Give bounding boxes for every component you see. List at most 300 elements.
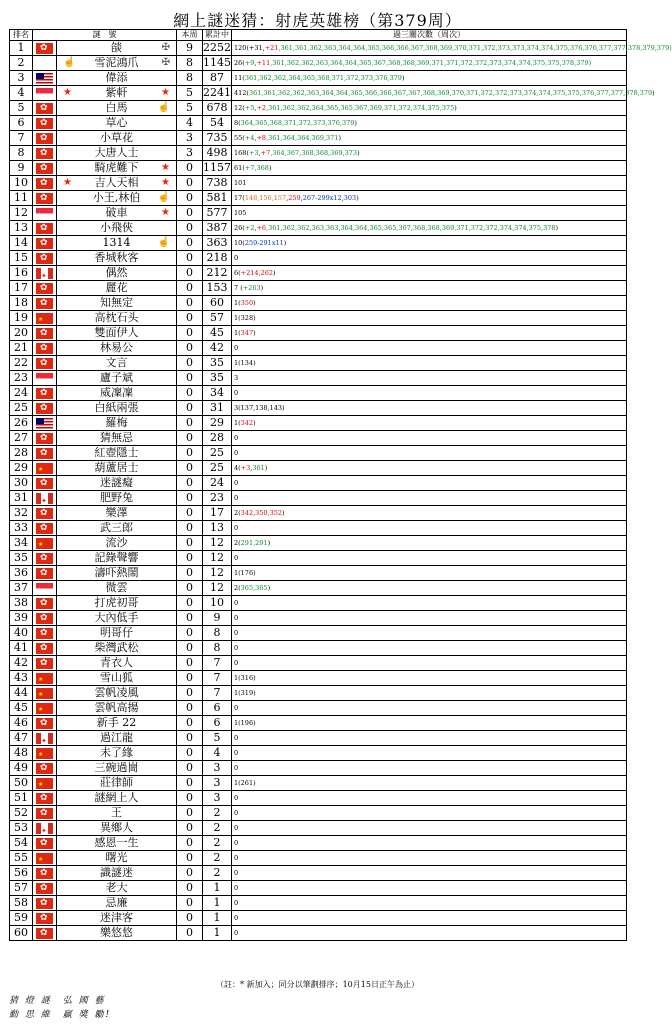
history-segment: 11( <box>234 74 245 82</box>
week-score-cell: 0 <box>177 296 203 311</box>
table-row <box>10 461 627 476</box>
total-score-cell: 1145 <box>203 56 231 69</box>
rank-cell: 60 <box>10 926 33 941</box>
history-segment: 0 <box>234 434 239 442</box>
name-cell <box>57 626 177 641</box>
total-score-cell: 31 <box>203 401 232 416</box>
week-score-cell: 3 <box>177 146 203 161</box>
name-cell <box>57 161 177 176</box>
rank-cell: 57 <box>10 881 33 896</box>
flag-icon-hk <box>36 628 53 639</box>
history-segment: 0 <box>234 854 239 862</box>
header-rank: 排名 <box>10 30 33 41</box>
flag-cell <box>33 86 57 101</box>
table-row <box>10 521 627 536</box>
flag-icon-hk <box>36 598 53 609</box>
history-cell <box>232 656 627 671</box>
rank-cell: 47 <box>10 731 33 746</box>
player-name: 迷津客 <box>100 911 133 924</box>
player-name: 記錄聲響 <box>94 551 139 564</box>
week-score-cell: 0 <box>177 596 203 611</box>
week-score-cell: 0 <box>177 776 203 791</box>
history-segment: ,361,362,362,364,365,365,367,369,371,372,374,375,375 <box>266 104 455 112</box>
table-row <box>10 641 627 656</box>
history-segment: 0 <box>234 884 239 892</box>
player-name: 感恩一生 <box>94 836 139 849</box>
history-segment: +7 <box>260 149 271 157</box>
hand-icon: ☝ <box>157 192 170 203</box>
table-row <box>10 191 627 206</box>
flag-cell <box>33 506 57 521</box>
rank-cell: 48 <box>10 746 33 761</box>
star-icon: ★ <box>63 87 72 98</box>
flag-icon-hk <box>36 448 53 459</box>
flag-cell <box>33 476 57 491</box>
flag-icon-hk <box>36 838 53 849</box>
history-segment: 0 <box>234 644 239 652</box>
total-score-cell: 1157 <box>203 161 231 174</box>
history-segment: ) <box>260 284 264 292</box>
flag-cell <box>33 446 57 461</box>
flag-cell <box>33 71 57 86</box>
hand-icon: ☝ <box>63 57 76 68</box>
name-cell <box>57 536 177 551</box>
history-segment: 12( <box>234 104 245 112</box>
flag-cell <box>33 401 57 416</box>
rank-cell: 4 <box>10 86 33 101</box>
name-cell <box>57 446 177 461</box>
history-segment: 3 <box>234 374 239 382</box>
history-segment: 342 <box>240 419 254 427</box>
rank-cell: 3 <box>10 71 33 86</box>
history-segment: 17( <box>234 194 245 202</box>
week-score-cell: 5 <box>177 86 203 101</box>
player-name: 燄 <box>111 41 122 54</box>
week-score-cell: 0 <box>177 716 203 731</box>
history-cell <box>232 851 627 866</box>
history-segment: 412( <box>234 89 249 97</box>
flag-cell <box>33 686 57 701</box>
player-name: 雪泥鴻爪 <box>94 56 139 69</box>
rank-cell: 6 <box>10 116 33 131</box>
player-name: 1314 <box>102 236 131 249</box>
history-segment: +11 <box>256 59 271 67</box>
history-segment: 361,362,362,364,365,368,371,372,373,376,379 <box>244 74 402 82</box>
total-score-cell: 1 <box>203 926 232 941</box>
flag-icon-hk <box>36 613 53 624</box>
week-score-cell: 0 <box>177 446 203 461</box>
week-score-cell: 0 <box>177 341 203 356</box>
name-cell <box>57 221 177 236</box>
table-row <box>10 101 627 116</box>
history-cell <box>232 281 627 296</box>
history-cell <box>232 731 627 746</box>
history-segment: , <box>254 224 257 232</box>
rank-cell: 39 <box>10 611 33 626</box>
history-segment: , <box>254 104 257 112</box>
total-score-cell: 8 <box>203 641 232 656</box>
table-row <box>10 581 627 596</box>
history-segment: ) <box>253 419 256 427</box>
flag-icon-hk <box>36 358 53 369</box>
history-segment: 259-291x11 <box>244 239 284 247</box>
history-segment: 0 <box>234 794 239 802</box>
rank-cell: 50 <box>10 776 33 791</box>
history-segment: 0 <box>234 824 239 832</box>
history-segment: 0 <box>234 734 239 742</box>
history-cell <box>232 56 627 71</box>
flag-icon-hk <box>36 133 53 144</box>
table-row <box>10 386 627 401</box>
history-segment: , <box>300 194 303 202</box>
player-name: 小草花 <box>100 131 133 144</box>
flag-icon-hk <box>36 238 53 249</box>
flag-cell <box>33 161 57 176</box>
table-row <box>10 356 627 371</box>
history-segment: ,361,364,364,369,371 <box>266 134 339 142</box>
credit-line-1: 猜 燈 謎 弘 國 藝 <box>9 996 106 1006</box>
history-segment: 291,291 <box>240 539 268 547</box>
history-cell <box>232 836 627 851</box>
week-score-cell: 0 <box>177 746 203 761</box>
flag-cell <box>33 806 57 821</box>
table-row <box>10 746 627 761</box>
rank-cell: 11 <box>10 191 33 206</box>
flag-icon-my <box>36 73 53 84</box>
flag-cell <box>33 221 57 236</box>
history-segment: +4 <box>244 134 255 142</box>
history-cell <box>232 341 627 356</box>
total-score-cell: 1 <box>203 911 232 926</box>
flag-icon-hk <box>36 193 53 204</box>
history-segment: , <box>254 134 257 142</box>
flag-icon-hk <box>36 643 53 654</box>
flag-icon-hk <box>36 898 53 909</box>
week-score-cell: 0 <box>177 221 203 236</box>
history-cell <box>232 446 627 461</box>
week-score-cell: 0 <box>177 506 203 521</box>
player-name: 樂悠悠 <box>100 926 133 939</box>
total-score-cell: 12 <box>203 566 232 581</box>
week-score-cell: 3 <box>177 131 203 146</box>
table-row <box>10 371 627 386</box>
table-row <box>10 221 627 236</box>
week-score-cell: 8 <box>177 56 203 71</box>
total-score-cell: 35 <box>203 356 232 371</box>
table-row <box>10 791 627 806</box>
flag-icon-my <box>36 418 53 429</box>
name-cell <box>57 281 177 296</box>
week-score-cell: 0 <box>177 311 203 326</box>
flag-cell <box>33 56 57 71</box>
player-name: 林易公 <box>100 341 133 354</box>
rank-cell: 27 <box>10 431 33 446</box>
week-score-cell: 0 <box>177 536 203 551</box>
flag-cell <box>33 761 57 776</box>
flag-icon-hk <box>36 148 53 159</box>
history-segment: 0 <box>234 659 239 667</box>
flag-icon-hk <box>36 118 53 129</box>
player-name: 肥野兔 <box>100 491 133 504</box>
flag-icon-hk <box>36 928 53 939</box>
history-segment: ) <box>454 104 457 112</box>
flag-icon-hk <box>36 883 53 894</box>
history-segment: 0 <box>234 839 239 847</box>
total-score-cell: 45 <box>203 326 232 341</box>
ranking-table <box>9 29 672 941</box>
rank-cell: 43 <box>10 671 33 686</box>
flag-icon-hk <box>36 253 53 264</box>
table-header-row <box>10 30 627 41</box>
name-cell <box>57 641 177 656</box>
flag-icon-cn <box>36 313 53 324</box>
flag-cell <box>33 356 57 371</box>
history-segment: ) <box>267 584 271 592</box>
player-name: 麗花 <box>105 281 128 294</box>
rank-cell: 45 <box>10 701 33 716</box>
rank-cell: 34 <box>10 536 33 551</box>
table-row <box>10 866 627 881</box>
history-cell <box>232 371 627 386</box>
history-segment: 259 <box>288 194 301 202</box>
total-score-cell: 735 <box>203 131 232 146</box>
rank-cell: 1 <box>10 41 33 56</box>
total-score-cell: 29 <box>203 416 232 431</box>
flag-cell <box>33 236 57 251</box>
history-cell <box>232 701 627 716</box>
flag-icon-cn <box>36 748 53 759</box>
flag-cell <box>33 731 57 746</box>
history-segment: 303 <box>343 194 357 202</box>
flag-icon-cn <box>36 463 53 474</box>
history-segment: +3 <box>248 149 259 157</box>
rank-cell: 18 <box>10 296 33 311</box>
table-row <box>10 881 627 896</box>
history-segment: 1( <box>234 329 241 337</box>
player-name: 曙光 <box>105 851 128 864</box>
flag-cell <box>33 431 57 446</box>
total-score-cell: 13 <box>203 521 232 536</box>
history-cell <box>232 41 672 56</box>
rank-cell: 15 <box>10 251 33 266</box>
history-segment: ) <box>282 509 285 517</box>
rank-cell: 32 <box>10 506 33 521</box>
history-segment: 2( <box>234 539 241 547</box>
history-segment: 350 <box>240 299 254 307</box>
table-row <box>10 251 627 266</box>
player-name: 小飛俠 <box>100 221 133 234</box>
star-icon: ★ <box>161 177 170 188</box>
flag-cell <box>33 176 57 191</box>
header-week: 本周 <box>177 30 203 41</box>
rank-cell: 22 <box>10 356 33 371</box>
total-score-cell: 2252 <box>203 41 231 54</box>
player-name: 紅壺隱士 <box>94 446 139 459</box>
history-cell <box>232 881 627 896</box>
flag-icon-hk <box>36 298 53 309</box>
name-cell <box>57 146 177 161</box>
week-score-cell: 0 <box>177 521 203 536</box>
history-segment: 1(328) <box>234 314 256 322</box>
history-cell <box>232 146 627 161</box>
week-score-cell: 0 <box>177 911 203 926</box>
history-segment: , <box>258 149 261 157</box>
flag-cell <box>33 911 57 926</box>
history-cell <box>232 206 627 221</box>
table-row <box>10 551 627 566</box>
name-cell <box>57 251 177 266</box>
history-segment: 365,365 <box>240 584 268 592</box>
table-row <box>10 821 627 836</box>
flag-cell <box>33 371 57 386</box>
history-segment: 120(+31, <box>234 44 265 52</box>
rank-cell: 55 <box>10 851 33 866</box>
player-name: 紫軒 <box>105 86 128 99</box>
name-cell <box>57 896 177 911</box>
flag-cell <box>33 776 57 791</box>
flag-cell <box>33 821 57 836</box>
flag-icon-hk <box>36 808 53 819</box>
table-row <box>10 776 627 791</box>
table-row <box>10 701 627 716</box>
history-segment: 61( <box>234 164 245 172</box>
player-name: 迷謎癡 <box>100 476 133 489</box>
total-score-cell: 42 <box>203 341 232 356</box>
flag-cell <box>33 656 57 671</box>
table-row <box>10 806 627 821</box>
flag-cell <box>33 251 57 266</box>
name-cell <box>57 926 177 941</box>
flag-icon-ca <box>36 823 53 834</box>
week-score-cell: 0 <box>177 476 203 491</box>
name-cell <box>57 716 177 731</box>
name-cell <box>57 356 177 371</box>
history-cell <box>232 626 627 641</box>
history-segment: 1(261) <box>234 779 256 787</box>
flag-icon-hk <box>36 43 53 54</box>
history-segment: 1( <box>234 419 241 427</box>
history-segment: 148,156,157 <box>244 194 287 202</box>
name-cell <box>57 176 177 191</box>
history-cell <box>232 191 627 206</box>
flag-cell <box>33 746 57 761</box>
history-segment: 101 <box>234 179 247 187</box>
player-name: 白馬 <box>105 101 128 114</box>
week-score-cell: 0 <box>177 851 203 866</box>
history-segment: 361 <box>252 464 265 472</box>
flag-cell <box>33 101 57 116</box>
player-name: 老大 <box>105 881 128 894</box>
history-segment: 8( <box>234 119 241 127</box>
table-row <box>10 566 627 581</box>
flag-icon-hk <box>36 223 53 234</box>
name-cell <box>57 866 177 881</box>
table-row <box>10 146 627 161</box>
total-score-cell: 153 <box>203 281 232 296</box>
rank-cell: 41 <box>10 641 33 656</box>
flag-cell <box>33 386 57 401</box>
history-segment: 7 ( <box>234 284 243 292</box>
history-cell <box>232 311 627 326</box>
total-score-cell: 4 <box>203 746 232 761</box>
total-score-cell: 7 <box>203 671 232 686</box>
week-score-cell: 0 <box>177 266 203 281</box>
name-cell <box>57 911 177 926</box>
history-segment: ,364,367,368,368,369,373 <box>270 149 358 157</box>
player-name: 小王,林伯 <box>92 191 141 204</box>
history-cell <box>232 356 627 371</box>
name-cell <box>57 326 177 341</box>
history-segment: 26( <box>234 224 245 232</box>
total-score-cell: 12 <box>203 581 232 596</box>
history-segment: 347 <box>240 329 254 337</box>
name-cell <box>57 611 177 626</box>
name-cell <box>57 56 177 71</box>
history-segment: 3(137,138,143) <box>234 404 285 412</box>
star-icon: ★ <box>161 162 170 173</box>
week-score-cell: 8 <box>177 71 203 86</box>
name-cell <box>57 101 177 116</box>
name-cell <box>57 476 177 491</box>
table-row <box>10 686 627 701</box>
total-score-cell: 678 <box>203 101 232 116</box>
rank-cell: 7 <box>10 131 33 146</box>
flag-icon-cn <box>36 538 53 549</box>
player-name: 大內低手 <box>94 611 139 624</box>
history-segment: ) <box>357 149 360 157</box>
week-score-cell: 4 <box>177 116 203 131</box>
table-row <box>10 176 627 191</box>
player-name: 異鄉人 <box>100 821 133 834</box>
history-cell <box>232 386 627 401</box>
rank-cell: 29 <box>10 461 33 476</box>
table-row <box>10 326 627 341</box>
flag-icon-cn <box>36 853 53 864</box>
table-row <box>10 671 627 686</box>
player-name: 羅梅 <box>105 416 128 429</box>
name-cell <box>57 761 177 776</box>
name-cell <box>57 671 177 686</box>
player-name: 識謎迷 <box>100 866 133 879</box>
rank-cell: 19 <box>10 311 33 326</box>
rank-cell: 30 <box>10 476 33 491</box>
flag-cell <box>33 641 57 656</box>
flag-cell <box>33 671 57 686</box>
player-name: 武三郎 <box>100 521 133 534</box>
flag-cell <box>33 551 57 566</box>
history-segment: ) <box>268 164 272 172</box>
table-row <box>10 431 627 446</box>
week-score-cell: 0 <box>177 926 203 941</box>
player-name: 騎虎難下 <box>94 161 139 174</box>
name-cell <box>57 461 177 476</box>
history-segment: , <box>250 464 253 472</box>
star-icon: ★ <box>161 207 170 218</box>
name-cell <box>57 311 177 326</box>
history-cell <box>232 611 627 626</box>
flag-icon-sg <box>36 583 53 594</box>
player-name: 未了緣 <box>100 746 133 759</box>
flag-cell <box>33 416 57 431</box>
history-segment: , <box>286 194 289 202</box>
history-segment: ) <box>253 299 256 307</box>
history-segment: 0 <box>234 764 239 772</box>
week-score-cell: 0 <box>177 236 203 251</box>
rank-cell: 24 <box>10 386 33 401</box>
flag-icon-hk <box>36 913 53 924</box>
name-cell <box>57 686 177 701</box>
flag-cell <box>33 146 57 161</box>
